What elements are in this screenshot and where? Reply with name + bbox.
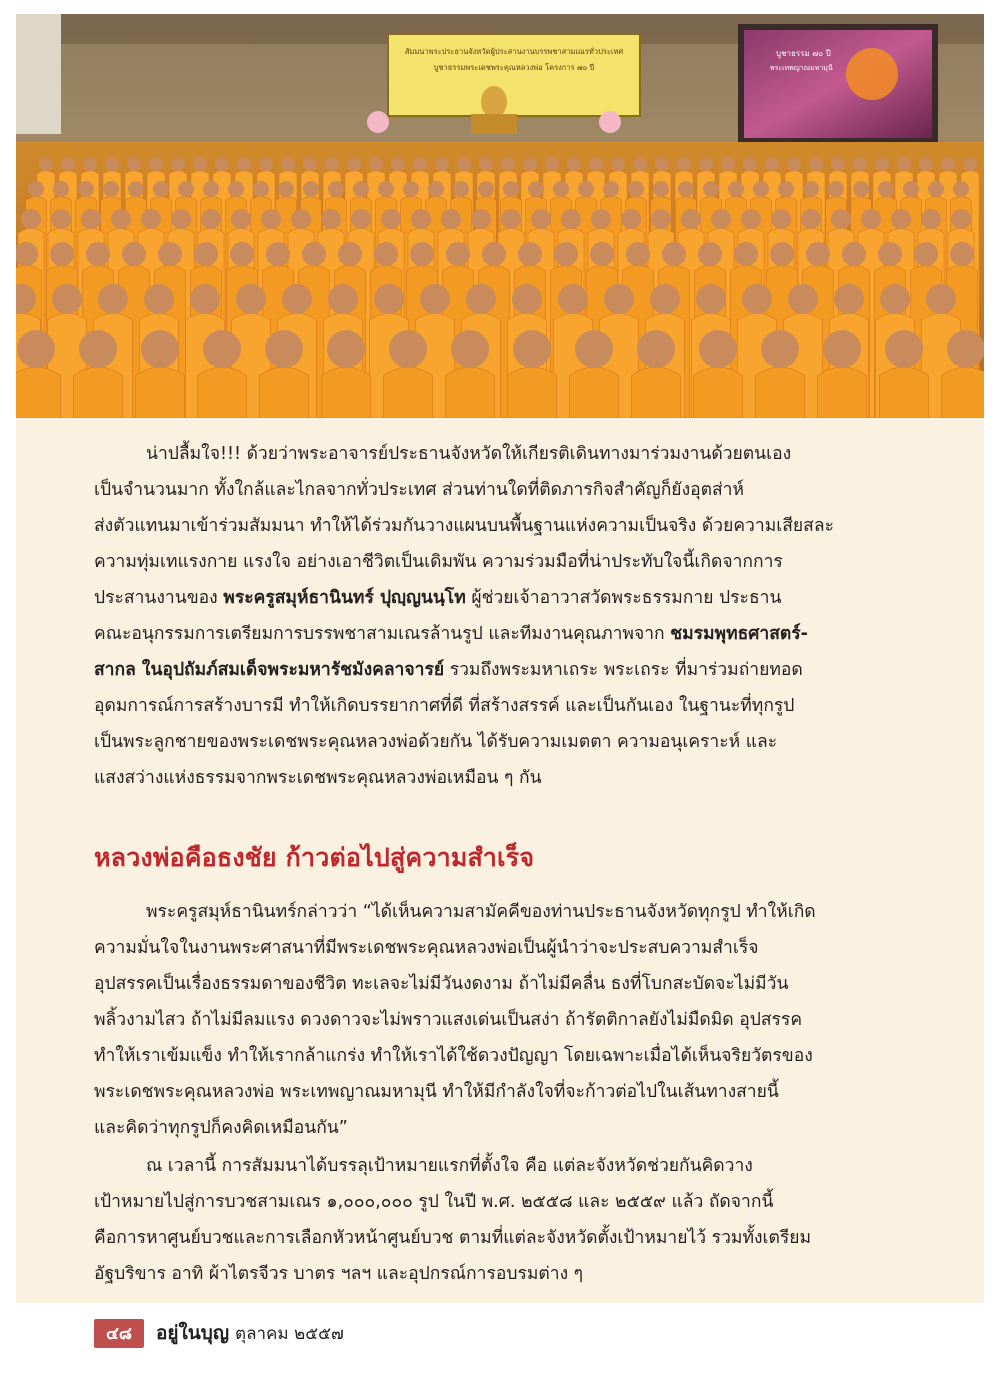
group-photo-monks — [16, 14, 984, 418]
monk-head — [626, 242, 650, 266]
monk-head — [711, 209, 731, 229]
monk-head — [603, 181, 619, 197]
monk-robe — [383, 367, 432, 418]
monk-head — [203, 181, 219, 197]
monk-head — [338, 242, 362, 266]
monk-head — [699, 330, 737, 368]
monk-head — [420, 284, 450, 314]
monk-head — [611, 157, 625, 171]
monk-head — [230, 242, 254, 266]
monk-head — [699, 157, 713, 171]
monk-head — [761, 330, 799, 368]
monk-head — [914, 242, 938, 266]
monk-head — [228, 181, 244, 197]
monk-head — [950, 242, 974, 266]
monk-head — [403, 181, 419, 197]
monk-head — [553, 181, 569, 197]
p1-line-7 — [94, 652, 880, 688]
monk-head — [303, 157, 317, 171]
p1-line-9: เป็นพระลูกชายของพระเดชพระคุณหลวงพ่อด้วยกัน ได้รับความเมตตา ความอนุเคราะห์ และ — [94, 732, 778, 752]
monk-head — [834, 284, 864, 314]
monk-head — [374, 242, 398, 266]
monk-head — [128, 181, 144, 197]
monk-head — [831, 157, 845, 171]
monk-head — [351, 209, 371, 229]
monk-head — [411, 209, 431, 229]
p1-line-10: แสงสว่างแห่งธรรมจากพระเดชพระคุณหลวงพ่อเหมือน ๆ กัน — [94, 768, 542, 788]
page-footer — [94, 1320, 344, 1346]
p1-line-2: เป็นจำนวนมาก ทั้งใกล้และไกลจากทั่วประเทศ ส่วนท่านใดที่ติดภารกิจสำคัญก็ยังอุตส่าห์ — [94, 480, 745, 500]
monk-head — [778, 181, 794, 197]
monk-head — [171, 157, 185, 171]
monk-head — [531, 209, 551, 229]
magazine-title: อยู่ในบุญ — [155, 1322, 230, 1344]
monk-head — [466, 284, 496, 314]
monk-head — [158, 242, 182, 266]
monk-head — [446, 242, 470, 266]
monk-head — [144, 284, 174, 314]
p3-line-2: เป้าหมายไปสู่การบวชสามเณร ๑,๐๐๐,๐๐๐ รูป ในปี พ.ศ. ๒๕๕๘ และ ๒๕๕๙ แล้ว ถัดจากนี้ — [94, 1192, 774, 1212]
monk-head — [637, 330, 675, 368]
monk-head — [103, 181, 119, 197]
monk-head — [771, 209, 791, 229]
monk-head — [734, 242, 758, 266]
monk-head — [231, 209, 251, 229]
monk-head — [558, 284, 588, 314]
p3-line-3: คือการหาศูนย์บวชและการเลือกหัวหน้าศูนย์บวช ตามที่แต่ละจังหวัดตั้งเป้าหมายไว้ รวมทั้งเตรียม — [94, 1228, 812, 1248]
monk-head — [105, 157, 119, 171]
monk-head — [203, 330, 241, 368]
monk-head — [743, 157, 757, 171]
monk-head — [885, 330, 923, 368]
monk-head — [53, 181, 69, 197]
monk-head — [853, 157, 867, 171]
monk-head — [369, 157, 383, 171]
monk-head — [28, 181, 44, 197]
monk-head — [809, 157, 823, 171]
screen-line-2: พระเทพญาณมหามุนี — [770, 64, 833, 72]
monk-head — [951, 209, 971, 229]
monk-head — [190, 284, 220, 314]
monk-head — [374, 284, 404, 314]
monk-head — [302, 242, 326, 266]
p1-line-7-post: รวมถึงพระมหาเถระ พระเถระ ที่มาร่วมถ่ายทอด — [444, 660, 803, 680]
monk-head — [441, 209, 461, 229]
p2-line-3: อุปสรรคเป็นเรื่องธรรมดาของชีวิต ทะเลจะไม่มีวันงดงาม ถ้าไม่มีคลื่น ธงที่โบกสะบัดจะไม่มีวัน — [94, 974, 789, 994]
monk-head — [953, 181, 969, 197]
monk-head — [567, 157, 581, 171]
monk-head — [770, 242, 794, 266]
monk-head — [823, 330, 861, 368]
monk-head — [512, 284, 542, 314]
monk-robe — [507, 367, 556, 418]
projection-screen — [738, 24, 938, 144]
monk-head — [353, 181, 369, 197]
banner-line-2: บูชาธรรมพระเดชพระคุณหลวงพ่อ โครงการ ๗๐ ปี — [433, 63, 595, 72]
monk-head — [171, 209, 191, 229]
monk-head — [328, 181, 344, 197]
monk-head — [266, 242, 290, 266]
p2-line-6: พระเดชพระคุณหลวงพ่อ พระเทพญาณมหามุนี ทำให้มีกำลังใจที่จะก้าวต่อไปในเส้นทางสายนี้ — [94, 1082, 779, 1102]
monk-head — [149, 157, 163, 171]
p1-line-6 — [94, 616, 880, 652]
monk-head — [590, 242, 614, 266]
monk-head — [347, 157, 361, 171]
monk-head — [788, 284, 818, 314]
paragraph-1 — [94, 436, 880, 796]
p1-line-5-post: ผู้ช่วยเจ้าอาวาสวัดพระธรรมกาย ประธาน — [465, 588, 782, 608]
monk-robe — [73, 367, 122, 418]
monk-robe — [879, 367, 928, 418]
monk-head — [457, 157, 471, 171]
monk-head — [919, 157, 933, 171]
monk-head — [501, 209, 521, 229]
monk-head — [21, 209, 41, 229]
banner-line-1: สัมมนาพระประธานจังหวัดผู้ประสานงานบรรพชาสามเณรทั่วประเทศ — [404, 47, 624, 56]
monk-head — [513, 330, 551, 368]
monk-head — [578, 181, 594, 197]
stage-banner — [388, 34, 640, 116]
monk-head — [591, 209, 611, 229]
monk-head — [523, 157, 537, 171]
paragraph-2 — [94, 894, 880, 1146]
monk-head — [410, 242, 434, 266]
monk-head — [381, 209, 401, 229]
monk-head — [503, 181, 519, 197]
monk-head — [39, 157, 53, 171]
monk-head — [428, 181, 444, 197]
monk-head — [928, 181, 944, 197]
monk-head — [435, 157, 449, 171]
monk-head — [83, 157, 97, 171]
monk-head — [696, 284, 726, 314]
monk-head — [141, 330, 179, 368]
monk-head — [801, 209, 821, 229]
monk-head — [528, 181, 544, 197]
monk-robe — [693, 367, 742, 418]
monk-head — [237, 157, 251, 171]
monk-head — [633, 157, 647, 171]
p3-line-1: ณ เวลานี้ การสัมมนาได้บรรลุเป้าหมายแรกที่ตั้งใจ คือ แต่ละจังหวัดช่วยกันคิดวาง — [146, 1156, 753, 1176]
monk-head — [378, 181, 394, 197]
monk-head — [561, 209, 581, 229]
monk-head — [753, 181, 769, 197]
monk-robe — [16, 367, 61, 418]
monk-head — [201, 209, 221, 229]
monk-head — [903, 181, 919, 197]
monk-head — [921, 209, 941, 229]
monk-robe — [631, 367, 680, 418]
monk-head — [478, 181, 494, 197]
flower-vase-left — [367, 111, 389, 133]
monk-head — [127, 157, 141, 171]
monk-head — [765, 157, 779, 171]
monk-head — [328, 284, 358, 314]
paragraph-3 — [94, 1148, 880, 1292]
p1-line-8: อุดมการณ์การสร้างบารมี ทำให้เกิดบรรยากาศที่ดี ที่สร้างสรรค์ และเป็นกันเอง ในฐานะที่ทุกรูป — [94, 696, 795, 716]
monk-head — [662, 242, 686, 266]
monk-robe — [569, 367, 618, 418]
monk-robe — [135, 367, 184, 418]
monk-head — [721, 157, 735, 171]
monk-head — [853, 181, 869, 197]
issue-date: ตุลาคม ๒๕๕๗ — [235, 1323, 344, 1344]
monk-head — [651, 209, 671, 229]
monk-head — [897, 157, 911, 171]
monk-head — [153, 181, 169, 197]
monk-head — [831, 209, 851, 229]
p1-line-6-pre: คณะอนุกรรมการเตรียมการบรรพชาสามเณรล้านรูป และทีมงานคุณภาพจาก — [94, 624, 671, 644]
monk-head — [655, 157, 669, 171]
p1-line-4: ความทุ่มเทแรงกาย แรงใจ อย่างเอาชีวิตเป็นเดิมพัน ความร่วมมือที่น่าประทับใจนี้เกิดจากการ — [94, 552, 783, 572]
monk-head — [98, 284, 128, 314]
monk-head — [86, 242, 110, 266]
monk-head — [79, 330, 117, 368]
monk-head — [803, 181, 819, 197]
monk-head — [842, 242, 866, 266]
monk-head — [650, 284, 680, 314]
monk-head — [178, 181, 194, 197]
monk-head — [194, 242, 218, 266]
p2-line-2: ความมั่นใจในงานพระศาสนาที่มีพระเดชพระคุณหลวงพ่อเป็นผู้นำว่าจะประสบความสำเร็จ — [94, 938, 759, 958]
monk-head — [728, 181, 744, 197]
monk-head — [327, 330, 365, 368]
flower-vase-right — [599, 111, 621, 133]
monk-head — [453, 181, 469, 197]
p1-line-3: ส่งตัวแทนมาเข้าร่วมสัมมนา ทำให้ได้ร่วมกันวางแผนบนพื้นฐานแห่งความเป็นจริง ด้วยความเสียสละ — [94, 516, 834, 536]
monk-head — [963, 157, 977, 171]
monk-head — [389, 330, 427, 368]
monk-head — [17, 330, 55, 368]
monk-head — [111, 209, 131, 229]
monk-robe — [817, 367, 866, 418]
monk-head — [291, 209, 311, 229]
monk-robe — [941, 367, 984, 418]
monk-head — [703, 181, 719, 197]
p2-line-7: และคิดว่าทุกรูปก็คงคิดเหมือนกัน” — [94, 1118, 348, 1138]
monk-head — [303, 181, 319, 197]
monk-head — [236, 284, 266, 314]
monk-head — [861, 209, 881, 229]
monk-head — [891, 209, 911, 229]
p2-line-5: ทำให้เราเข้มแข็ง ทำให้เรากล้าแกร่ง ทำให้เราได้ใช้ดวงปัญญา โดยเฉพาะเมื่อได้เห็นจริยวัตรของ — [94, 1046, 813, 1066]
monk-head — [575, 330, 613, 368]
monk-head — [391, 157, 405, 171]
p2-line-1: พระครูสมุห์ธานินทร์กล่าวว่า “ได้เห็นความสามัคคีของท่านประธานจังหวัดทุกรูป ทำให้เกิด — [146, 902, 816, 922]
monk-head — [50, 242, 74, 266]
monk-head — [518, 242, 542, 266]
monk-head — [413, 157, 427, 171]
monks-crowd — [16, 157, 984, 418]
monk-head — [787, 157, 801, 171]
monk-head — [678, 181, 694, 197]
monk-head — [878, 242, 902, 266]
monk-head — [265, 330, 303, 368]
monk-head — [742, 284, 772, 314]
section-heading: หลวงพ่อคือธงชัย ก้าวต่อไปสู่ความสำเร็จ — [94, 843, 535, 872]
monk-head — [122, 242, 146, 266]
monk-head — [78, 181, 94, 197]
p1-line-5-pre: ประสานงานของ — [94, 588, 224, 608]
monk-head — [681, 209, 701, 229]
monk-head — [61, 157, 75, 171]
p1-club-name-a: ชมรมพุทธศาสตร์- — [670, 624, 808, 644]
monk-head — [51, 209, 71, 229]
monk-head — [141, 209, 161, 229]
monk-robe — [197, 367, 246, 418]
monk-head — [828, 181, 844, 197]
monk-head — [193, 157, 207, 171]
monk-head — [741, 209, 761, 229]
monk-head — [698, 242, 722, 266]
p1-monk-name: พระครูสมุห์ธานินทร์ ปุญฺญนนฺโท — [223, 588, 466, 608]
monk-head — [215, 157, 229, 171]
monk-head — [281, 157, 295, 171]
page-number-badge: ๔๘ — [94, 1319, 144, 1348]
monk-head — [677, 157, 691, 171]
monk-head — [482, 242, 506, 266]
monk-robe — [321, 367, 370, 418]
monk-head — [479, 157, 493, 171]
left-column — [16, 14, 61, 134]
monk-head — [926, 284, 956, 314]
monk-head — [941, 157, 955, 171]
monk-head — [52, 284, 82, 314]
monk-head — [282, 284, 312, 314]
monk-head — [554, 242, 578, 266]
monk-head — [81, 209, 101, 229]
monk-robe — [445, 367, 494, 418]
monk-head — [628, 181, 644, 197]
p3-line-4: อัฐบริขาร อาทิ ผ้าไตรจีวร บาตร ฯลฯ และอุปกรณ์การอบรมต่าง ๆ — [94, 1264, 584, 1284]
monk-head — [878, 181, 894, 197]
monk-head — [880, 284, 910, 314]
monk-head — [501, 157, 515, 171]
monk-head — [545, 157, 559, 171]
monk-head — [471, 209, 491, 229]
monk-robe — [259, 367, 308, 418]
p1-line-1: น่าปลื้มใจ!!! ด้วยว่าพระอาจารย์ประธานจังหวัดให้เกียรติเดินทางมาร่วมงานด้วยตนเอง — [146, 444, 792, 464]
monk-head — [875, 157, 889, 171]
monk-head — [451, 330, 489, 368]
p1-club-name-b: สากล ในอุปถัมภ์สมเด็จพระมหารัชมังคลาจารย์ — [94, 660, 445, 680]
monk-head — [947, 330, 984, 368]
monk-head — [653, 181, 669, 197]
monk-head — [253, 181, 269, 197]
monk-head — [604, 284, 634, 314]
monk-head — [806, 242, 830, 266]
monk-head — [259, 157, 273, 171]
p2-line-4: พลิ้วงามไสว ถ้าไม่มีลมแรง ดวงดาวจะไม่พราวแสงเด่นเป็นสง่า ถ้ารัตติกาลยังไม่มืดมิด อุปสรรค — [94, 1010, 803, 1030]
monk-head — [621, 209, 641, 229]
monk-head — [261, 209, 281, 229]
monk-head — [325, 157, 339, 171]
monk-head — [321, 209, 341, 229]
monk-robe — [755, 367, 804, 418]
screen-line-1: บูชาธรรม ๗๐ ปี — [776, 49, 831, 58]
p1-line-5 — [94, 580, 880, 616]
monk-head — [278, 181, 294, 197]
monk-head — [589, 157, 603, 171]
